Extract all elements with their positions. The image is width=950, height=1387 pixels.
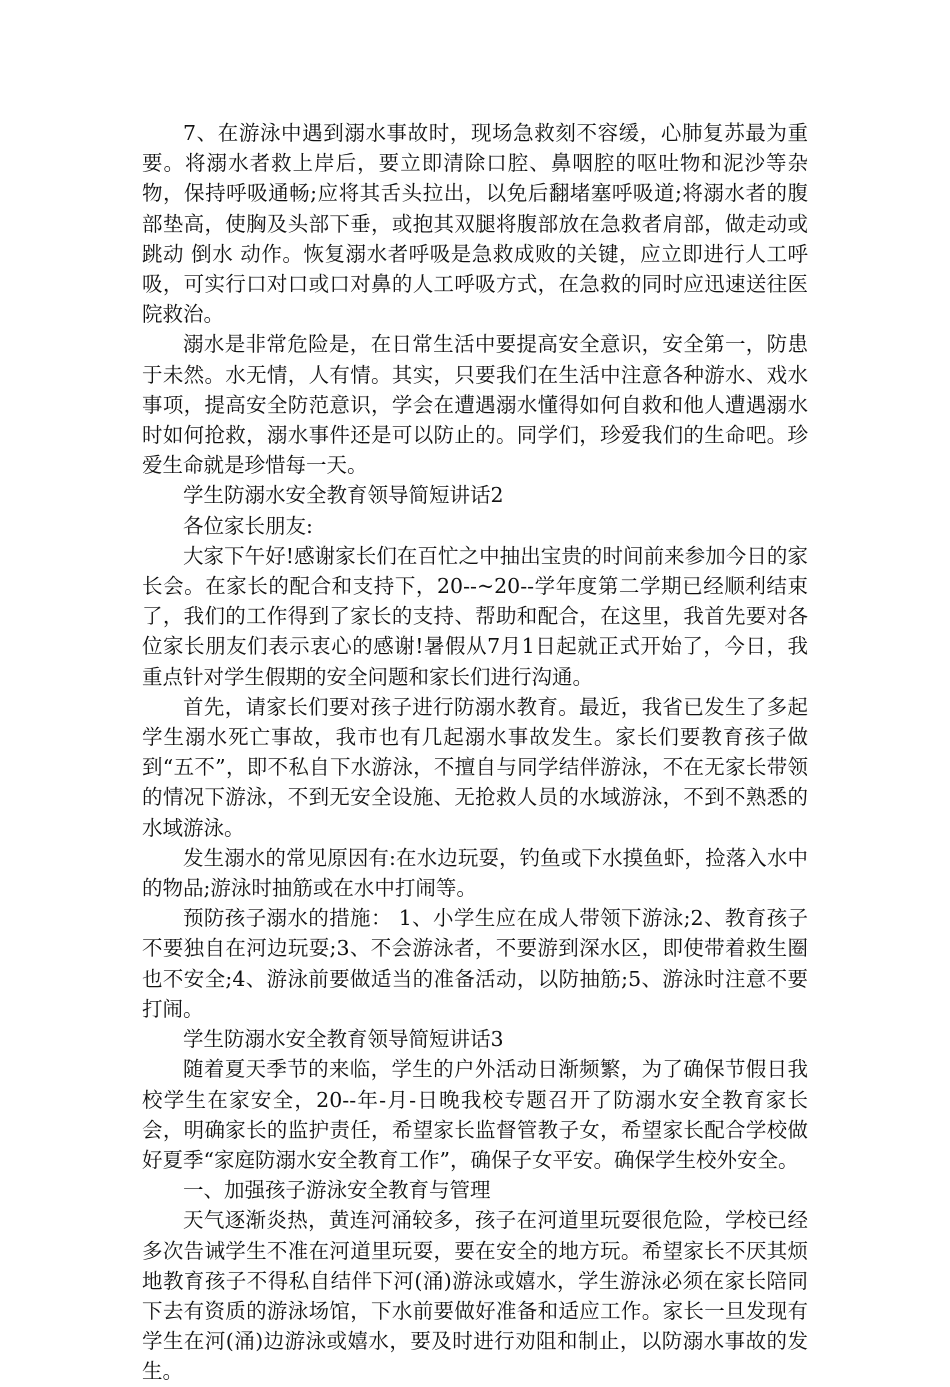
- salutation: 各位家长朋友:: [183, 513, 313, 538]
- paragraph-drowning-danger: 溺水是非常危险是，在日常生活中要提高安全意识，安全第一，防患于未然。水无情，人有情。其实，只要我们在生活中注意各种游水、戏水事项，提高安全防范意识，学会在遭遇溺水懂得如何自救和他人遭遇溺水时如何抢救，溺水事件还是可以防止的。同学们，珍爱我们的生命吧。珍爱生命就是珍惜每一天。: [142, 332, 808, 478]
- paragraph-greeting: 大家下午好!感谢家长们在百忙之中抽出宝贵的时间前来参加今日的家长会。在家长的配合和支持下，20--~20--学年度第二学期已经顺利结束了，我们的工作得到了家长的支持、帮助和配合，在这里，我首先要对各位家长朋友们表示衷心的感谢!暑假从7月1日起就正式开始了，今日，我重点针对学生假期的安全问题和家长们进行沟通。: [142, 543, 808, 689]
- paragraph-summer-meeting: 随着夏天季节的来临，学生的户外活动日渐频繁，为了确保节假日我校学生在家安全，20--年-月-日晚我校专题召开了防溺水安全教育家长会，明确家长的监护责任，希望家长监督管教子女，希望家长配合学校做好夏季“家庭防溺水安全教育工作”，确保子女平安。确保学生校外安全。: [142, 1057, 808, 1172]
- paragraph-prevention-measures: 预防孩子溺水的措施： 1、小学生应在成人带领下游泳;2、教育孩子不要独自在河边玩耍;3、不会游泳者，不要游到深水区，即使带着救生圈也不安全;4、游泳前要做适当的准备活动，以防抽筋;5、游泳时注意不要打闹。: [142, 906, 808, 1021]
- paragraph-rescue-steps: 7、在游泳中遇到溺水事故时，现场急救刻不容缓，心肺复苏最为重要。将溺水者救上岸后，要立即清除口腔、鼻咽腔的呕吐物和泥沙等杂物，保持呼吸通畅;应将其舌头拉出，以免后翻堵塞呼吸道;将溺水者的腹部垫高，使胸及头部下垂，或抱其双腿将腹部放在急救者肩部，做走动或跳动 倒水 动作。恢复溺水者呼吸是急救成败的关键，应立即进行人工呼吸，可实行口对口或口对鼻的人工呼吸方式，在急救的同时应迅速送往医院救治。: [142, 121, 808, 327]
- paragraph-five-nos: 首先，请家长们要对孩子进行防溺水教育。最近，我省已发生了多起学生溺水死亡事故，我市也有几起溺水事故发生。家长们要教育孩子做到“五不”，即不私自下水游泳，不擅自与同学结伴游泳，不在无家长带领的情况下游泳，不到无安全设施、无抢救人员的水域游泳，不到不熟悉的水域游泳。: [142, 694, 808, 840]
- paragraph-common-causes: 发生溺水的常见原因有:在水边玩耍，钓鱼或下水摸鱼虾，捡落入水中的物品;游泳时抽筋或在水中打闹等。: [142, 845, 808, 901]
- document-page: [142, 118, 808, 1387]
- subheading-swimming-safety: 一、加强孩子游泳安全教育与管理: [183, 1178, 491, 1203]
- section-heading-speech-3: 学生防溺水安全教育领导简短讲话3: [183, 1027, 504, 1052]
- paragraph-river-warning: 天气逐渐炎热，黄连河涌较多，孩子在河道里玩耍很危险，学校已经多次告诫学生不准在河道里玩耍，要在安全的地方玩。希望家长不厌其烦地教育孩子不得私自结伴下河(涌)游泳或嬉水，学生游泳必须在家长陪同下去有资质的游泳场馆，下水前要做好准备和适应工作。家长一旦发现有学生在河(涌)边游泳或嬉水，要及时进行劝阻和制止，以防溺水事故的发生。: [142, 1208, 808, 1384]
- section-heading-speech-2: 学生防溺水安全教育领导简短讲话2: [183, 483, 504, 508]
